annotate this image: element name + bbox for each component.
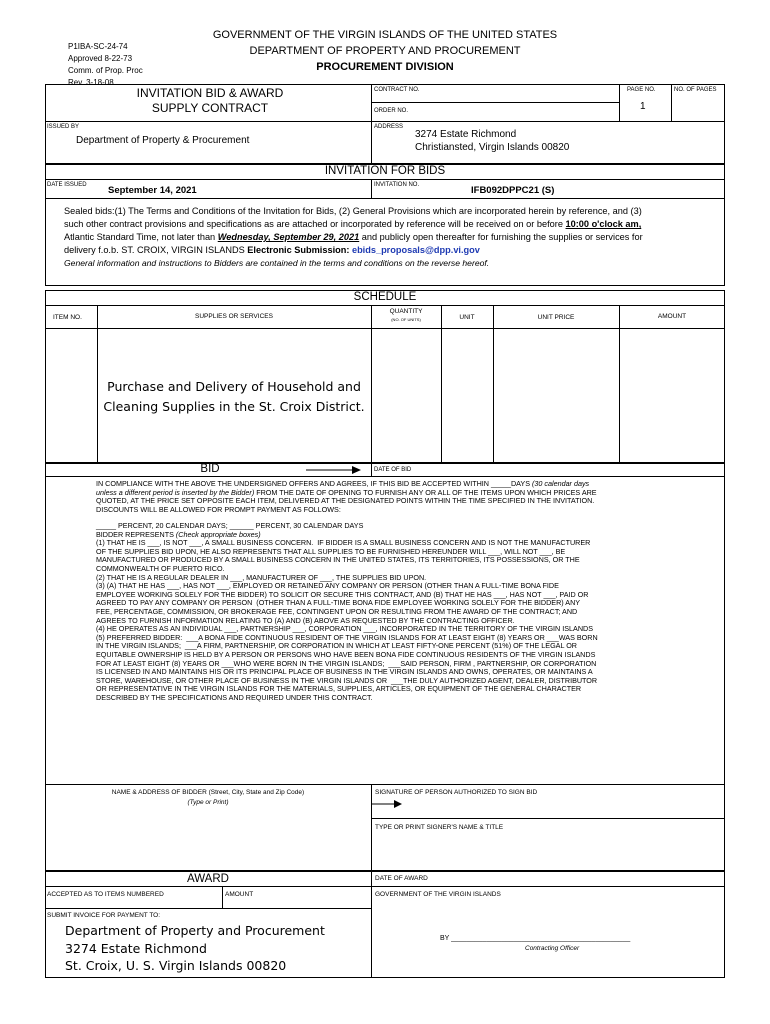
- invitation-text: [64, 205, 714, 270]
- issued-by-label: ISSUED BY: [47, 124, 80, 130]
- invitation-para-4: delivery f.o.b. ST. CROIX, VIRGIN ISLANDS Electronic Submission: ebids_proposals@dpp.vi.gov: [64, 245, 480, 255]
- invitation-no-label: INVITATION NO.: [374, 182, 420, 188]
- bidder-name-address-label: NAME & ADDRESS OF BIDDER (Street, City, State and Zip Code): [111, 789, 305, 796]
- invitation-no-value: IFB092DPPC21 (S): [471, 185, 555, 196]
- form-approved: Approved 8-22-73: [68, 54, 133, 63]
- deadline-date: Wednesday, September 29, 2021: [217, 232, 360, 242]
- col-amount: AMOUNT: [657, 313, 687, 320]
- electronic-submission-label: Electronic Submission:: [247, 245, 350, 255]
- date-of-bid-label: DATE OF BID: [374, 467, 412, 473]
- header-department: DEPARTMENT OF PROPERTY AND PROCUREMENT: [249, 45, 521, 57]
- item-description-line1: Purchase and Delivery of Household and: [107, 379, 361, 394]
- issued-by-value: Department of Property & Procurement: [76, 135, 250, 146]
- date-issued-label: DATE ISSUED: [47, 182, 87, 188]
- contract-title-line1: INVITATION BID & AWARD: [136, 86, 284, 100]
- bidder-name-address-field[interactable]: [48, 810, 366, 868]
- col-unit: UNIT: [459, 314, 475, 321]
- header-government: GOVERNMENT OF THE VIRGIN ISLANDS OF THE UNITED STATES: [212, 29, 558, 41]
- col-supplies: SUPPLIES OR SERVICES: [195, 313, 273, 320]
- header-division: PROCUREMENT DIVISION: [316, 61, 454, 73]
- invoice-address-line2: 3274 Estate Richmond: [65, 940, 207, 956]
- contracting-officer-label: Contracting Officer: [525, 945, 580, 952]
- item-description: [99, 377, 369, 417]
- bid-discounts: _____ PERCENT, 20 CALENDAR DAYS; ______ PERCENT, 30 CALENDAR DAYS BIDDER REPRESENTS (Check appropriate boxes) (1) THAT HE IS ___, IS NOT ___, A SMALL BUSINESS CONCERN. IF BIDDER IS A SMALL BUSINESS CONCERN AND IS NOT THE MANUFACTURER OF THE SUPPLIES BID UPON, HE ALSO REPRESENTS THAT ALL SUPPLIES TO BE FURNISHED HEREUNDER WILL ___, WILL NOT ___, BE MANUFACTURED OR PRODUCED BY A SMALL BUSINESS CONCERN IN THE UNITED STATES, ITS TERRITORIES, ITS POSSESSIONS, OR THE COMMONWEALTH OF PUERTO RICO. (2) THAT HE IS A REGULAR DEALER IN ___, MANUFACTURER OF ___, THE SUPPLIES BID UPON. (3) (A) THAT HE HAS ___, HAS NOT ___, EMPLOYED OR RETAINED ANY COMPANY OR PERSON (OTHER THAN A FULL-TIME BONA FIDE EMPLOYEE WORKING SOLELY FOR THE BIDDER) TO SOLICIT OR SECURE THIS CONTRACT, AND (B) THAT HE HAS ___, HAS NOT ___, PAID OR AGREED TO PAY ANY COMPANY OR PERSON (OTHER THAN A FULL-TIME BONA FIDE EMPLOYEE WORKING SOLELY FOR THE BIDDER) ANY FEE, PERCENTAGE, COMMISSION, OR BROKERAGE FEE, CONTINGENT UPON OR RESULTING FROM THE AWARD OF THE CONTRACT; AND AGREES TO FURNISH INFORMATION RELATING TO (A) AND (B) ABOVE AS REQUESTED BY THE CONTRACTING OFFICER. (4) HE OPERATES AS AN INDIVIDUAL ___, PARTNERSHIP ___, CORPORATION ___, INCORPORATED IN THE TERRITORY OF THE VIRGIN ISLANDS (5) PREFERRED BIDDER: ___A BONA FIDE CONTINUOUS RESIDENT OF THE VIRGIN ISLANDS FOR AT LEAST EIGHT (8) YEARS OR ___WAS BORN IN THE VIRGIN ISLANDS; ___A FIRM, PARTNERSHIP, OR CORPORATION IN WHICH AT LEAST FIFTY-ONE PERCENT (51%) OF THE LEGAL OR EQUITABLE OWNERSHIP IS HELD BY A PERSON OR PERSONS WHO HAVE BEEN BONA FIDE CONTINUOUS RESIDENTS OF THE VIRGIN ISLANDS FOR AT LEAST EIGHT (8) YEARS OR ___WHO WERE BORN IN THE VIRGIN ISLANDS; ___SAID PERSON, FIRM , PARTNERSHIP, OR CORPORATION IS LICENSED IN AND MAINTAINS HIS OR ITS PRINCIPAL PLACE OF BUSINESS IN THE VIRGIN ISLANDS AND OWNS, OPERATES, OR MAINTAINS A STORE, WAREHOUSE, OR OTHER PLACE OF BUSINESS IN THE VIRGIN ISLANDS OR ___THE DULY AUTHORIZED AGENT, DEALER, DISTRIBUTOR OR REPRESENTATIVE IN THE VIRGIN ISLANDS FOR THE MATERIALS, SUPPLIES, ARTICLES, OR EQUIPMENT OF THE GENERAL CHARACTER DESCRIBED BY THE SPECIFICATIONS AND REQUIRED UNDER THIS CONTRACT.: [96, 521, 598, 702]
- by-signature-line: BY ______________________________________________: [440, 935, 631, 942]
- invoice-address: [65, 922, 325, 975]
- col-item-no: ITEM NO.: [53, 314, 82, 321]
- submission-email-link[interactable]: ebids_proposals@dpp.vi.gov: [349, 245, 480, 255]
- signature-label: SIGNATURE OF PERSON AUTHORIZED TO SIGN BID: [375, 789, 538, 796]
- award-heading: AWARD: [187, 873, 229, 885]
- bid-terms: IN COMPLIANCE WITH THE ABOVE THE UNDERSIGNED OFFERS AND AGREES, IF THIS BID BE ACCEPTED WITHIN _____DAYS (30 calendar days unless a different period is inserted by the Bidder) FROM THE DATE OF OPENING TO FURNISH ANY OR ALL OF THE ITEMS UPON WHICH PRICES ARE QUOTED, AT THE PRICE SET OPPOSITE EACH ITEM, DELIVERED AT THE DESIGNATED POINTS WITHIN THE TIME SPECIFIED IN THE INVITATION. DISCOUNTS WILL BE ALLOWED FOR PROMPT PAYMENT AS FOLLOWS:: [96, 479, 597, 514]
- col-unit-price: UNIT PRICE: [537, 314, 575, 321]
- invitation-para-3: Atlantic Standard Time, not later than Wednesday, September 29, 2021 and publicly open thereafter for furnishing the supplies or services for: [64, 232, 643, 242]
- no-of-pages-label: NO. OF PAGES: [674, 87, 717, 93]
- form-revision: Rev. 3-18-08: [68, 78, 114, 87]
- invoice-address-line3: St. Croix, U. S. Virgin Islands 00820: [65, 958, 287, 973]
- accepted-items-label: ACCEPTED AS TO ITEMS NUMBERED: [47, 891, 164, 898]
- address-label: ADDRESS: [374, 124, 404, 130]
- schedule-heading: SCHEDULE: [353, 291, 417, 303]
- page-header: [170, 27, 600, 75]
- signer-name-label: TYPE OR PRINT SIGNER'S NAME & TITLE: [375, 824, 504, 831]
- bid-heading: BID: [200, 463, 220, 475]
- award-amount-label: AMOUNT: [225, 891, 254, 898]
- form-commission: Comm. of Prop. Proc: [68, 66, 143, 75]
- contract-title: [110, 86, 310, 116]
- item-description-line2: Cleaning Supplies in the St. Croix District.: [103, 399, 365, 414]
- arrow-right-icon: [306, 465, 362, 475]
- invitation-para-2: such other contract provisions and specifications as are attached or incorporated by reference will be received on or before 10:00 o'clock am,: [64, 219, 642, 229]
- page-no-label: PAGE NO.: [627, 87, 656, 93]
- invitation-heading: INVITATION FOR BIDS: [324, 165, 446, 177]
- government-label: GOVERNMENT OF THE VIRGIN ISLANDS: [375, 891, 501, 898]
- col-quantity-sub: (NO. OF UNITS): [391, 317, 421, 322]
- arrow-right-icon: [371, 799, 403, 809]
- invitation-para-1: Sealed bids:(1) The Terms and Conditions of the Invitation for Bids, (2) General Provisions which are incorporated herein by reference, and (3): [64, 206, 642, 216]
- date-of-award-label: DATE OF AWARD: [375, 875, 428, 882]
- type-or-print-note: (Type or Print): [187, 799, 229, 806]
- order-no-label: ORDER NO.: [374, 108, 409, 114]
- date-issued-value: September 14, 2021: [108, 185, 197, 196]
- invitation-general-info: General information and instructions to Bidders are contained in the terms and conditions on the reverse hereof.: [64, 258, 490, 268]
- submit-invoice-label: SUBMIT INVOICE FOR PAYMENT TO:: [47, 912, 161, 919]
- address-line1: 3274 Estate Richmond: [415, 129, 517, 140]
- signer-name-field[interactable]: [375, 834, 720, 868]
- deadline-time: 10:00 o'clock am,: [565, 219, 642, 229]
- address-line2: Christiansted, Virgin Islands 00820: [415, 142, 570, 153]
- form-meta: [68, 41, 143, 89]
- page-no-value: 1: [640, 101, 646, 112]
- contract-title-line2: SUPPLY CONTRACT: [151, 101, 269, 115]
- col-quantity: QUANTITY: [389, 308, 423, 315]
- signature-field[interactable]: [405, 796, 720, 816]
- invoice-address-line1: Department of Property and Procurement: [65, 923, 325, 938]
- address: [415, 128, 569, 154]
- contract-no-label: CONTRACT NO.: [374, 87, 420, 93]
- form-number: P1IBA-SC-24-74: [68, 42, 128, 51]
